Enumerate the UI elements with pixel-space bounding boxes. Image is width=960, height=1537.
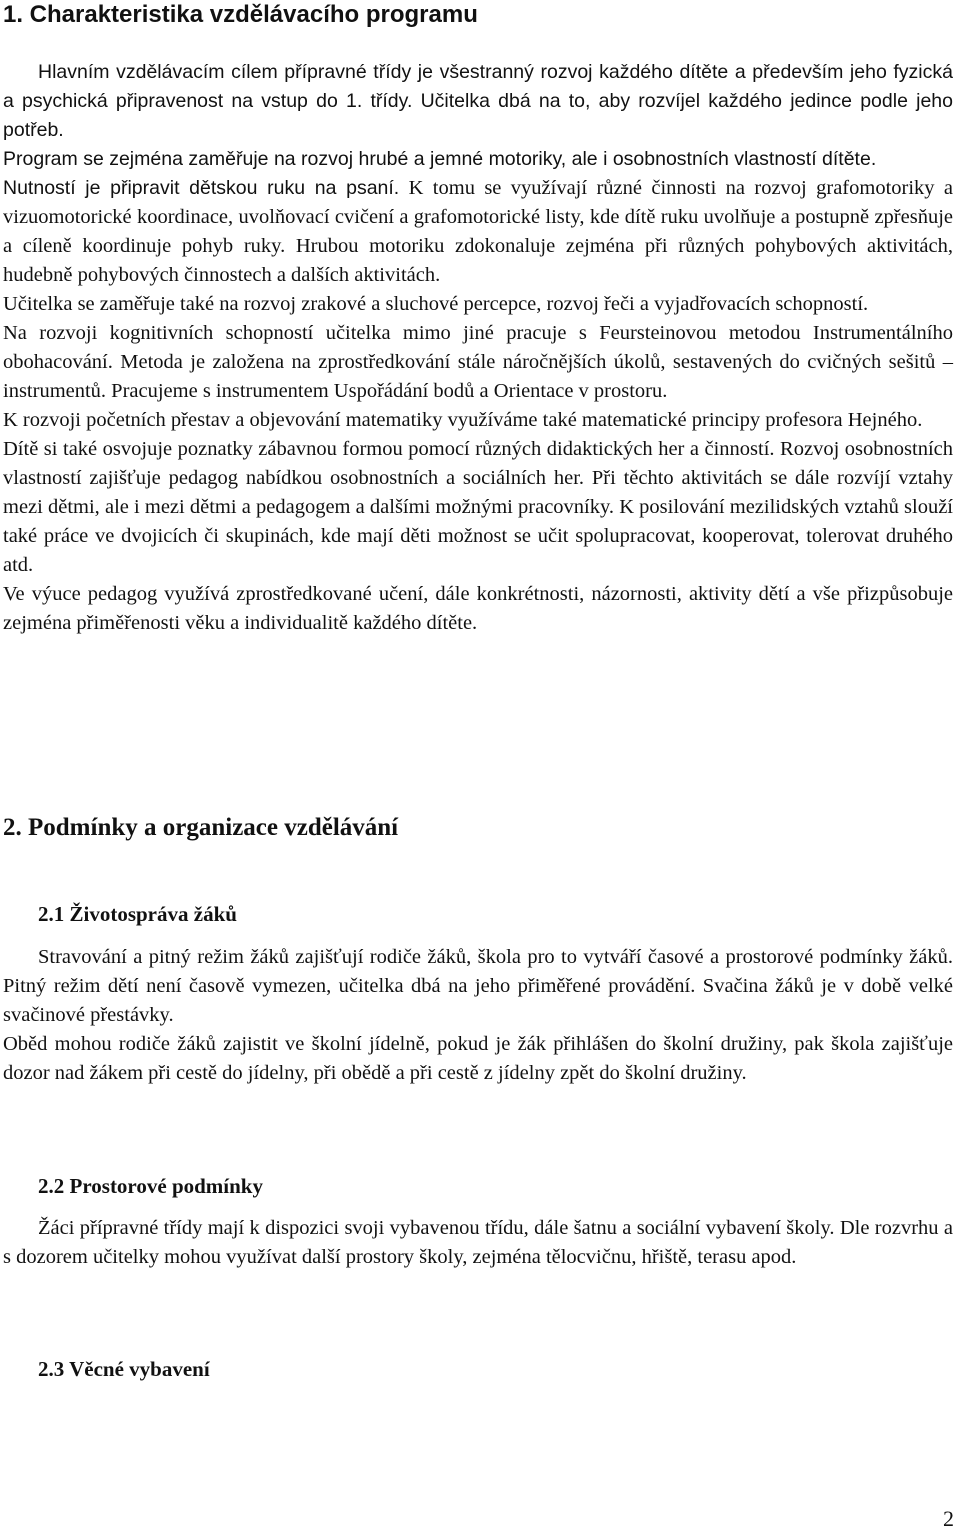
- paragraph: Učitelka se zaměřuje také na rozvoj zrakové a sluchové percepce, rozvoj řeči a vyjadřovacích schopností.: [3, 293, 869, 315]
- section-2-2-heading: 2.2 Prostorové podmínky: [38, 1174, 263, 1198]
- section-2-1-heading: 2.1 Životospráva žáků: [38, 902, 237, 926]
- section-2-2-body: [3, 1214, 953, 1272]
- paragraph: Žáci přípravné třídy mají k dispozici svoji vybavenou třídu, dále šatnu a sociální vybavení školy. Dle rozvrhu a s dozorem učitelky mohou využívat další prostory školy, zejména tělocvičnu, hřiště, terasu apod.: [3, 1217, 953, 1268]
- paragraph: Stravování a pitný režim žáků zajišťují rodiče žáků, škola pro to vytváří časové a prostorové podmínky žáků. Pitný režim dětí není časově vymezen, učitelka dbá na jeho přiměřené provádění. Svačina žáků je v době velké svačinové přestávky.: [3, 946, 953, 1026]
- paragraph: Program se zejména zaměřuje na rozvoj hrubé a jemné motoriky, ale i osobnostních vlastností dítěte.: [3, 148, 877, 170]
- section-2-heading: 2. Podmínky a organizace vzdělávání: [3, 814, 399, 841]
- section-1-body: [3, 58, 953, 638]
- paragraph: K rozvoji početních přestav a objevování matematiky využíváme také matematické principy profesora Hejného.: [3, 409, 923, 431]
- paragraph-rest: K tomu se využívají různé činnosti na rozvoj grafomotoriky a vizuomotorické koordinace, uvolňovací cvičení a grafomotorické listy, kde dítě ruku uvolňuje a postupně zpřesňuje a cíleně koordinuje pohyb ruky. Hrubou motoriku zdokonaluje zejména při různých pohybových aktivitách, hudebně pohybových činnostech a dalších aktivitách.: [3, 177, 954, 286]
- section-2-3-heading: 2.3 Věcné vybavení: [38, 1357, 210, 1381]
- section-2-1-body: [3, 943, 953, 1088]
- paragraph: Na rozvoji kognitivních schopností učitelka mimo jiné pracuje s Feursteinovou metodou Instrumentálního obohacování. Metoda je založena na zprostředkování stále náročnějších úkolů, sestavených do cvičných sešitů – instrumentů. Pracujeme s instrumentem Uspořádání bodů a Orientace v prostoru.: [3, 322, 953, 402]
- paragraph: [3, 174, 953, 290]
- page-number: 2: [943, 1506, 954, 1531]
- paragraph: Oběd mohou rodiče žáků zajistit ve školní jídelně, pokud je žák přihlášen do školní družiny, pak škola zajišťuje dozor nad žákem při cestě do jídelny, při obědě a při cestě z jídelny zpět do školní družiny.: [3, 1033, 953, 1084]
- paragraph: Hlavním vzdělávacím cílem přípravné třídy je všestranný rozvoj každého dítěte a především jeho fyzická a psychická připravenost na vstup do 1. třídy. Učitelka dbá na to, aby rozvíjel každého jedince podle jeho potřeb.: [3, 61, 953, 141]
- paragraph: Ve výuce pedagog využívá zprostředkované učení, dále konkrétnosti, názornosti, aktivity dětí a vše přizpůsobuje zejména přiměřenosti věku a individualitě každého dítěte.: [3, 583, 953, 634]
- section-1-heading: 1. Charakteristika vzdělávacího programu: [3, 1, 478, 28]
- paragraph: Dítě si také osvojuje poznatky zábavnou formou pomocí různých didaktických her a činností. Rozvoj osobnostních vlastností zajišťuje pedagog nabídkou osobnostních a sociálních her. Při těchto aktivitách se dále rozvíjí vztahy mezi dětmi, ale i mezi dětmi a pedagogem a dalšími možnými pracovníky. K posilování mezilidských vztahů slouží také práce ve dvojicích či skupinách, kde mají děti možnost se učit spolupracovat, kooperovat, tolerovat druhého atd.: [3, 438, 953, 576]
- paragraph-lead: Nutností je připravit dětskou ruku na psaní.: [3, 177, 400, 199]
